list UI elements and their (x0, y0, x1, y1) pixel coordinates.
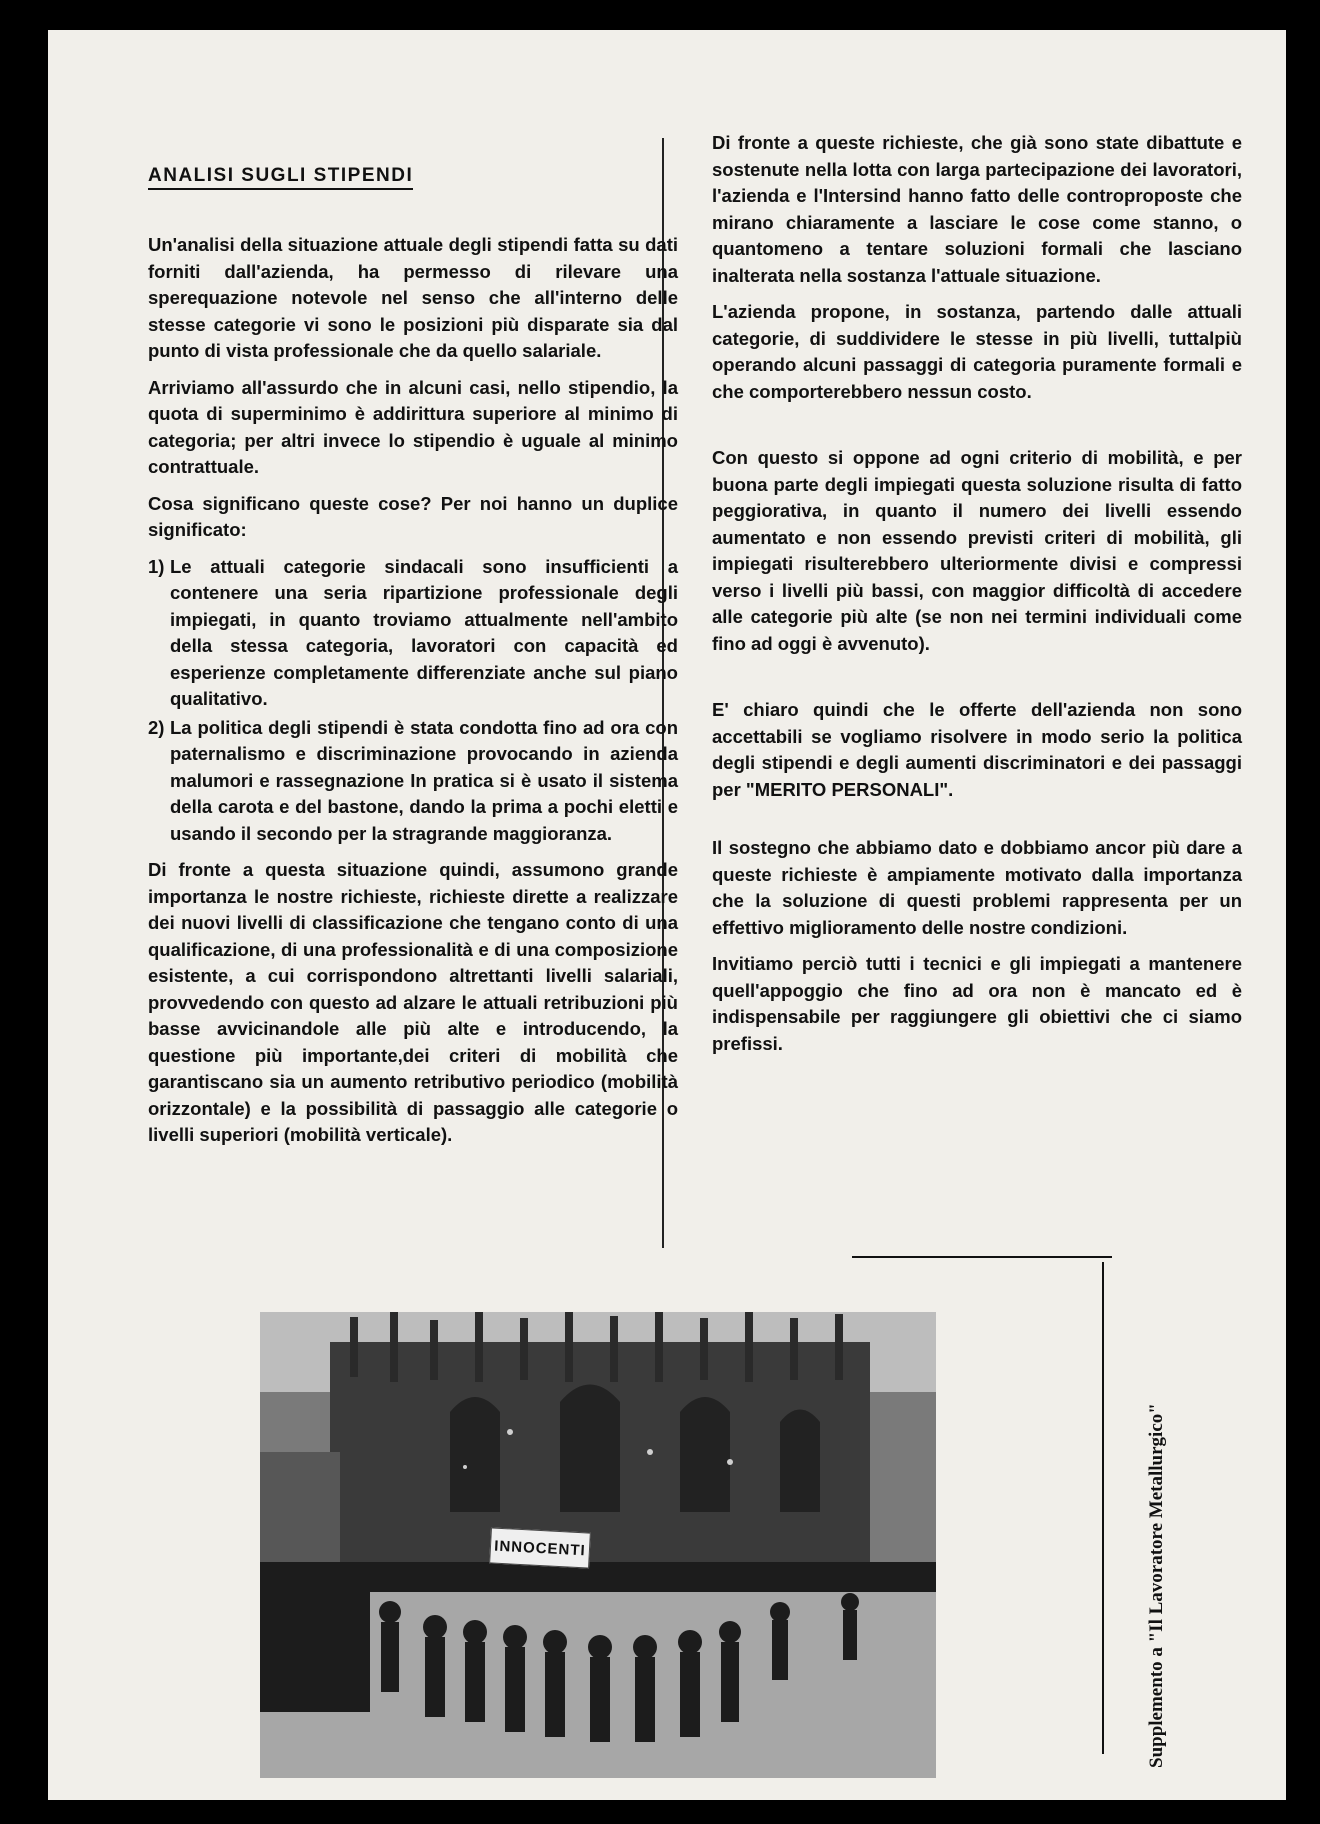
paragraph: E' chiaro quindi che le offerte dell'azienda non sono accettabili se vogliamo risolvere in modo serio la politica degli stipendi e degli aumenti discriminatori e dei passaggi per "MERITO PERSONALI". (712, 699, 1242, 800)
list-number: 2) (148, 716, 165, 738)
paragraph: Di fronte a questa situazione quindi, assumono grande importanza le nostre richieste, richieste dirette a realizzare dei nuovi livelli di classificazione che tengano conto di una qualificazione, di una professionalità e di una composizione esistente, a cui corrispondono altrettanti livelli salariali, provvedendo con questo ad alzare le attuali retribuzioni più basse avvicinandole alle più alte e introducendo, la questione più importante,dei criteri di mobilità che garantiscano sia un aumento retributivo periodico (mobilità orizzontale) e la possibilità di passaggio alle categorie o livelli superiori (mobilità verticale). (148, 859, 678, 1145)
paragraph: Un'analisi della situazione attuale degli stipendi fatta su dati forniti dall'azienda, ha permesso di rilevare una sperequazione notevole nel senso che all'interno delle stesse categorie vi sono le posizioni più disparate sia dal punto di vista professionale che da quello salariale. (148, 234, 678, 361)
numbered-list (148, 554, 678, 848)
document-page (48, 30, 1286, 1800)
article-heading: ANALISI SUGLI STIPENDI (148, 165, 413, 190)
list-number: 1) (148, 555, 165, 577)
side-rule (1102, 1262, 1104, 1754)
paragraph: L'azienda propone, in sostanza, partendo dalle attuali categorie, di suddividere le stesse in più livelli, tuttalpiù operando alcuni passaggi di categoria puramente formali e che comporterebbero nessun costo. (712, 301, 1242, 402)
protest-photo (260, 1312, 936, 1778)
list-text: La politica degli stipendi è stata condotta fino ad ora con paternalismo e discriminazione provocando in azienda malumori e rassegnazione In pratica si è usato il sistema della carota e del bastone, dando la prima a pochi eletti e usando il secondo per la stragrande maggioranza. (170, 716, 678, 844)
list-item (148, 554, 678, 713)
list-item (148, 715, 678, 848)
list-text: Le attuali categorie sindacali sono insufficienti a contenere una seria ripartizione professionale degli impiegati, in quanto troviamo attualmente nell'ambito della stessa categoria, lavoratori con capacità ed esperienze completamente differenziate anche sul piano qualitativo. (170, 555, 678, 709)
separator-rule (852, 1256, 1112, 1258)
paragraph: Di fronte a queste richieste, che già sono state dibattute e sostenute nella lotta con larga partecipazione dei lavoratori, l'azienda e l'Intersind hanno fatto delle controproposte che mirano chiaramente a lasciare le cose come stanno, o quantomeno a tentare soluzioni formali che lasciano inalterata nella sostanza l'attuale situazione. (712, 132, 1242, 286)
protest-banner: INNOCENTI (489, 1527, 591, 1568)
right-column (712, 130, 1242, 1067)
photo-illustration (260, 1312, 936, 1778)
paragraph: Arriviamo all'assurdo che in alcuni casi, nello stipendio, la quota di superminimo è addirittura superiore al minimo di categoria; per altri invece lo stipendio è uguale al minimo contrattuale. (148, 376, 678, 477)
supplement-credit: Supplemento a "Il Lavoratore Metallurgico" (1146, 1403, 1167, 1768)
paragraph: Il sostegno che abbiamo dato e dobbiamo ancor più dare a queste richieste è ampiamente motivato dalla importanza che la soluzione di questi problemi rappresenta per un effettivo miglioramento delle nostre condizioni. (712, 837, 1242, 938)
paragraph: Con questo si oppone ad ogni criterio di mobilità, e per buona parte degli impiegati questa soluzione risulta di fatto peggiorativa, in quanto il numero dei livelli essendo aumentato e non essendo previsti criteri di mobilità, gli impiegati risulterebbero ulteriormente divisi e compressi verso i livelli più bassi, con maggior difficoltà di accedere alle categorie più alte (se non nei termini individuali come fino ad oggi è avvenuto). (712, 447, 1242, 654)
paragraph: Invitiamo perciò tutti i tecnici e gli impiegati a mantenere quell'appoggio che fino ad ora non è mancato ed è indispensabile per raggiungere gli obiettivi che ci siamo prefissi. (712, 953, 1242, 1054)
left-column (148, 130, 678, 1159)
paragraph: Cosa significano queste cose? Per noi hanno un duplice significato: (148, 492, 678, 540)
